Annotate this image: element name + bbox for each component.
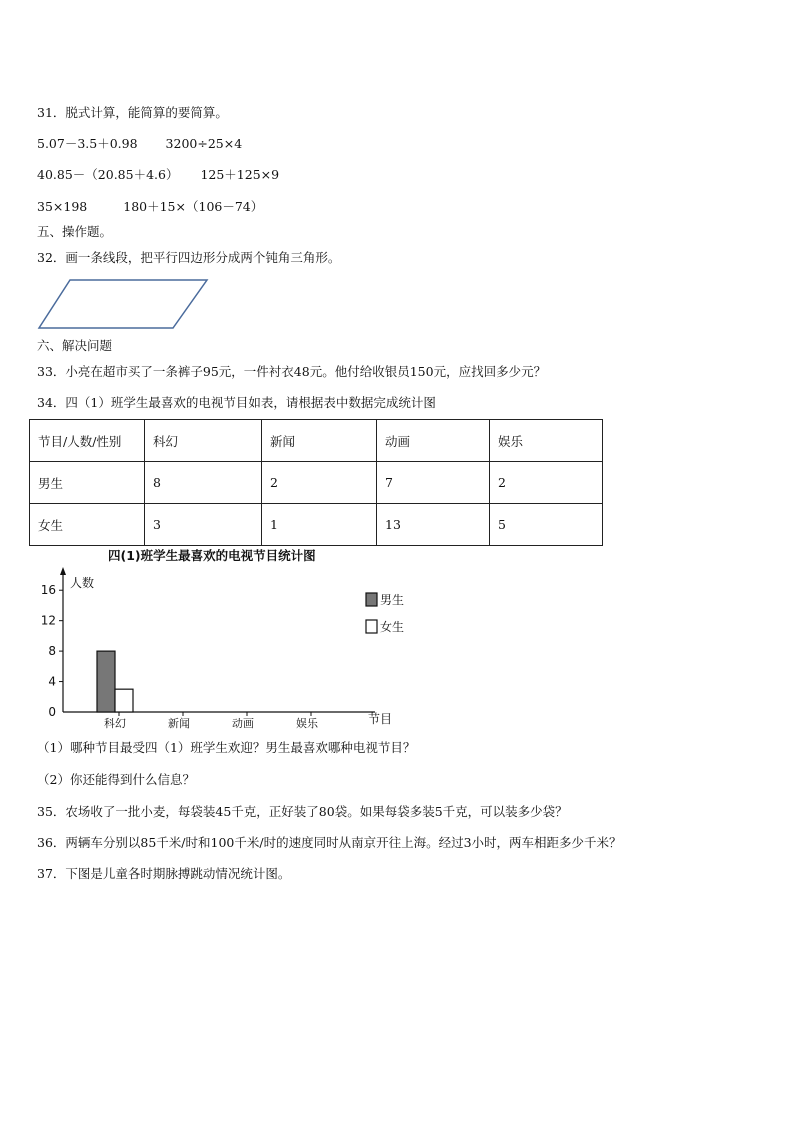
- expr-6: 180＋15×（106－74）: [123, 199, 264, 214]
- parallelogram: [39, 280, 207, 328]
- expr-5: 35×198: [37, 199, 88, 214]
- x-axis-label: 节目: [368, 712, 393, 726]
- bar-chart: [30, 545, 420, 735]
- table-header-cell: 节目/人数/性别: [30, 420, 145, 462]
- bar-boys: [97, 651, 115, 712]
- table-header-cell: 新闻: [262, 420, 377, 462]
- y-tick-label: 16: [40, 583, 56, 598]
- expr-1: 5.07－3.5＋0.98: [37, 136, 138, 151]
- table-row: [30, 504, 603, 546]
- parallelogram-figure: [36, 278, 212, 332]
- table-cell: 13: [377, 504, 490, 546]
- q36-text: 36．两辆车分别以85千米/时和100千米/时的速度同时从南京开往上海。经过3小时，两车相距多少千米？: [37, 835, 622, 850]
- table-cell: 女生: [30, 504, 145, 546]
- x-tick-label: 新闻: [168, 717, 190, 730]
- y-tick-label: 0: [48, 705, 56, 719]
- table-cell: 2: [490, 462, 603, 504]
- table-cell: 1: [262, 504, 377, 546]
- q31-title: 31．脱式计算，能简算的要简算。: [37, 105, 228, 120]
- legend-swatch: [366, 593, 377, 606]
- x-tick-label: 动画: [232, 717, 254, 730]
- table-header-row: [30, 420, 603, 462]
- q33-text: 33．小亮在超市买了一条裤子95元，一件衬衣48元。他付给收银员150元，应找回多少元？: [37, 364, 547, 379]
- x-tick-label: 科幻: [104, 717, 126, 730]
- expr-2: 3200÷25×4: [165, 136, 243, 151]
- table-cell: 7: [377, 462, 490, 504]
- y-tick-label: 12: [40, 613, 56, 628]
- y-axis-arrow: [60, 567, 66, 575]
- table-cell: 5: [490, 504, 603, 546]
- q35-text: 35．农场收了一批小麦，每袋装45千克，正好装了80袋。如果每袋多装5千克，可以装多少袋？: [37, 804, 568, 819]
- chart-title: 四(1)班学生最喜欢的电视节目统计图: [108, 548, 316, 563]
- tv-program-table: [29, 419, 603, 546]
- y-axis-label: 人数: [70, 576, 95, 590]
- table-cell: 8: [145, 462, 262, 504]
- bar-girls: [115, 689, 133, 712]
- table-header-cell: 科幻: [145, 420, 262, 462]
- x-tick-label: 娱乐: [296, 717, 318, 730]
- y-tick-label: 4: [48, 674, 56, 689]
- q31-row2: [37, 167, 279, 183]
- expr-3: 40.85－（20.85＋4.6）: [37, 167, 179, 182]
- table-cell: 2: [262, 462, 377, 504]
- legend-swatch: [366, 620, 377, 633]
- legend-label: 男生: [380, 593, 405, 607]
- q34-sub1: （1）哪种节目最受四（1）班学生欢迎？男生最喜欢哪种电视节目？: [37, 740, 416, 755]
- q32-text: 32．画一条线段，把平行四边形分成两个钝角三角形。: [37, 250, 341, 265]
- q31-row3: [37, 199, 263, 215]
- section-6-heading: 六、解决问题: [37, 338, 113, 353]
- table-cell: 男生: [30, 462, 145, 504]
- legend-label: 女生: [380, 620, 405, 634]
- chart-legend: [366, 592, 404, 634]
- y-tick-label: 8: [48, 644, 56, 659]
- section-5-heading: 五、操作题。: [37, 224, 113, 239]
- table-header-cell: 娱乐: [490, 420, 603, 462]
- q37-text: 37．下图是儿童各时期脉搏跳动情况统计图。: [37, 866, 291, 881]
- q31-row1: [37, 136, 242, 152]
- expr-4: 125＋125×9: [200, 167, 280, 182]
- table-header-cell: 动画: [377, 420, 490, 462]
- table-row: [30, 462, 603, 504]
- q34-sub2: （2）你还能得到什么信息？: [37, 772, 195, 787]
- table-cell: 3: [145, 504, 262, 546]
- q34-title: 34．四（1）班学生最喜欢的电视节目如表，请根据表中数据完成统计图: [37, 395, 436, 410]
